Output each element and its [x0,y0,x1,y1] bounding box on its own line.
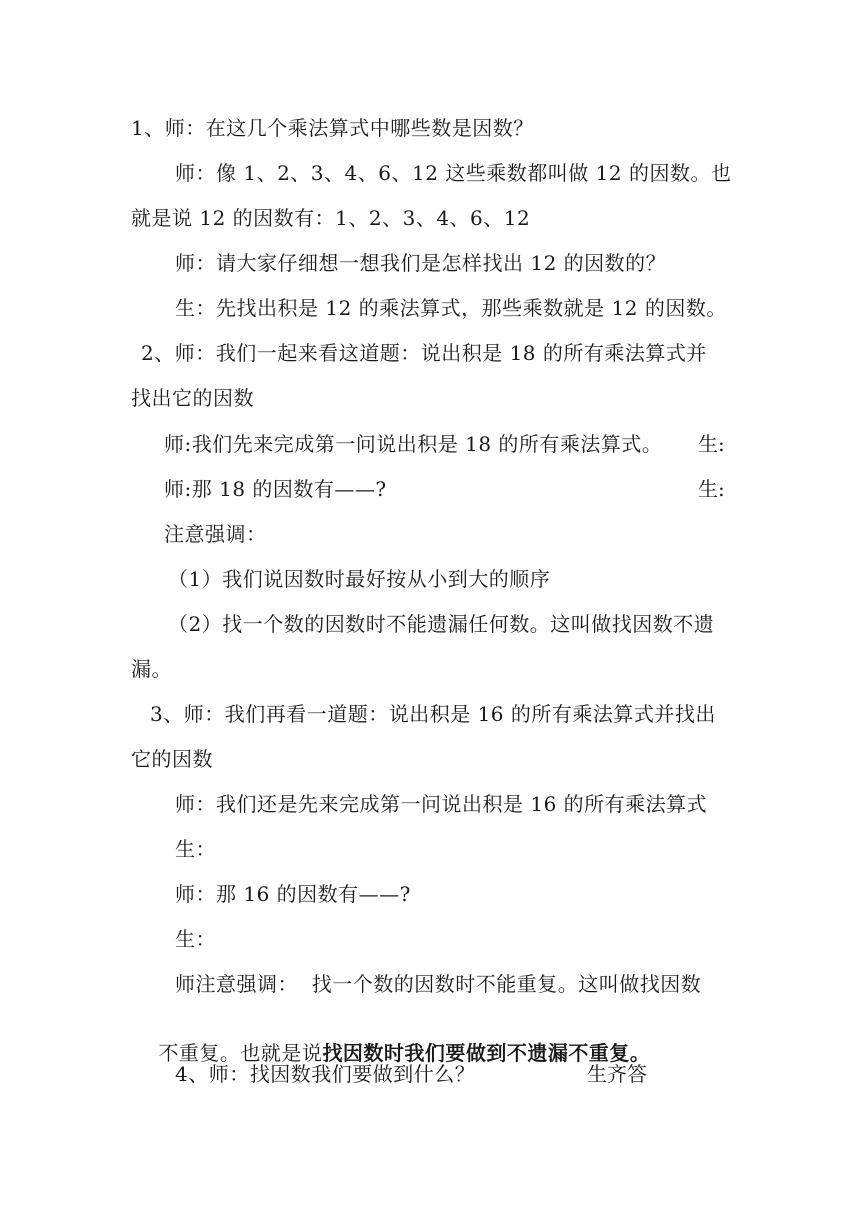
q3-title-b: 它的因数 [131,747,213,771]
q4-title: 4、师：找因数我们要做到什么？ [175,1062,476,1086]
q4-answer: 生齐答 [587,1062,647,1086]
q3-student-2: 生： [175,927,216,951]
q2-line-2: 师:那 18 的因数有——? [164,477,387,501]
q2-note-2a: （2）找一个数的因数时不能遗漏任何数。这叫做找因数不遗 [168,612,715,636]
q2-title-b: 找出它的因数 [131,386,254,410]
q2-line-2-student: 生: [698,477,725,501]
q3-emphasis-b-bold: 找因数时我们要做到不遗漏不重复。 [322,1041,651,1065]
q1-line-3: 师：请大家仔细想一想我们是怎样找出 12 的因数的？ [175,251,667,275]
q3-line-2: 师：那 16 的因数有——? [175,882,411,906]
q2-note-heading: 注意强调： [164,522,267,546]
q3-title-a: 3、师：我们再看一道题：说出积是 16 的所有乘法算式并找出 [150,702,716,726]
q2-note-1: （1）我们说因数时最好按从小到大的顺序 [168,567,551,591]
q2-line-1: 师:我们先来完成第一问说出积是 18 的所有乘法算式。 [164,432,663,456]
q3-emphasis-b-plain: 不重复。也就是说 [158,1041,323,1065]
q1-line-2b: 就是说 12 的因数有：1、2、3、4、6、12 [131,206,531,230]
q2-line-1-student: 生: [698,432,725,456]
q1-line-2a: 师：像 1、2、3、4、6、12 这些乘数都叫做 12 的因数。也 [175,161,732,185]
q3-line-1: 师：我们还是先来完成第一问说出积是 16 的所有乘法算式 [175,792,708,816]
q3-emphasis-a: 师注意强调： 找一个数的因数时不能重复。这叫做找因数 [175,972,702,996]
q2-title-a: 2、师：我们一起来看这道题：说出积是 18 的所有乘法算式并 [141,341,707,365]
q1-line-4: 生：先找出积是 12 的乘法算式，那些乘数就是 12 的因数。 [175,296,727,320]
q2-note-2b: 漏。 [131,657,172,681]
q3-student-1: 生： [175,837,216,861]
q1-title: 1、师：在这几个乘法算式中哪些数是因数？ [131,116,534,140]
